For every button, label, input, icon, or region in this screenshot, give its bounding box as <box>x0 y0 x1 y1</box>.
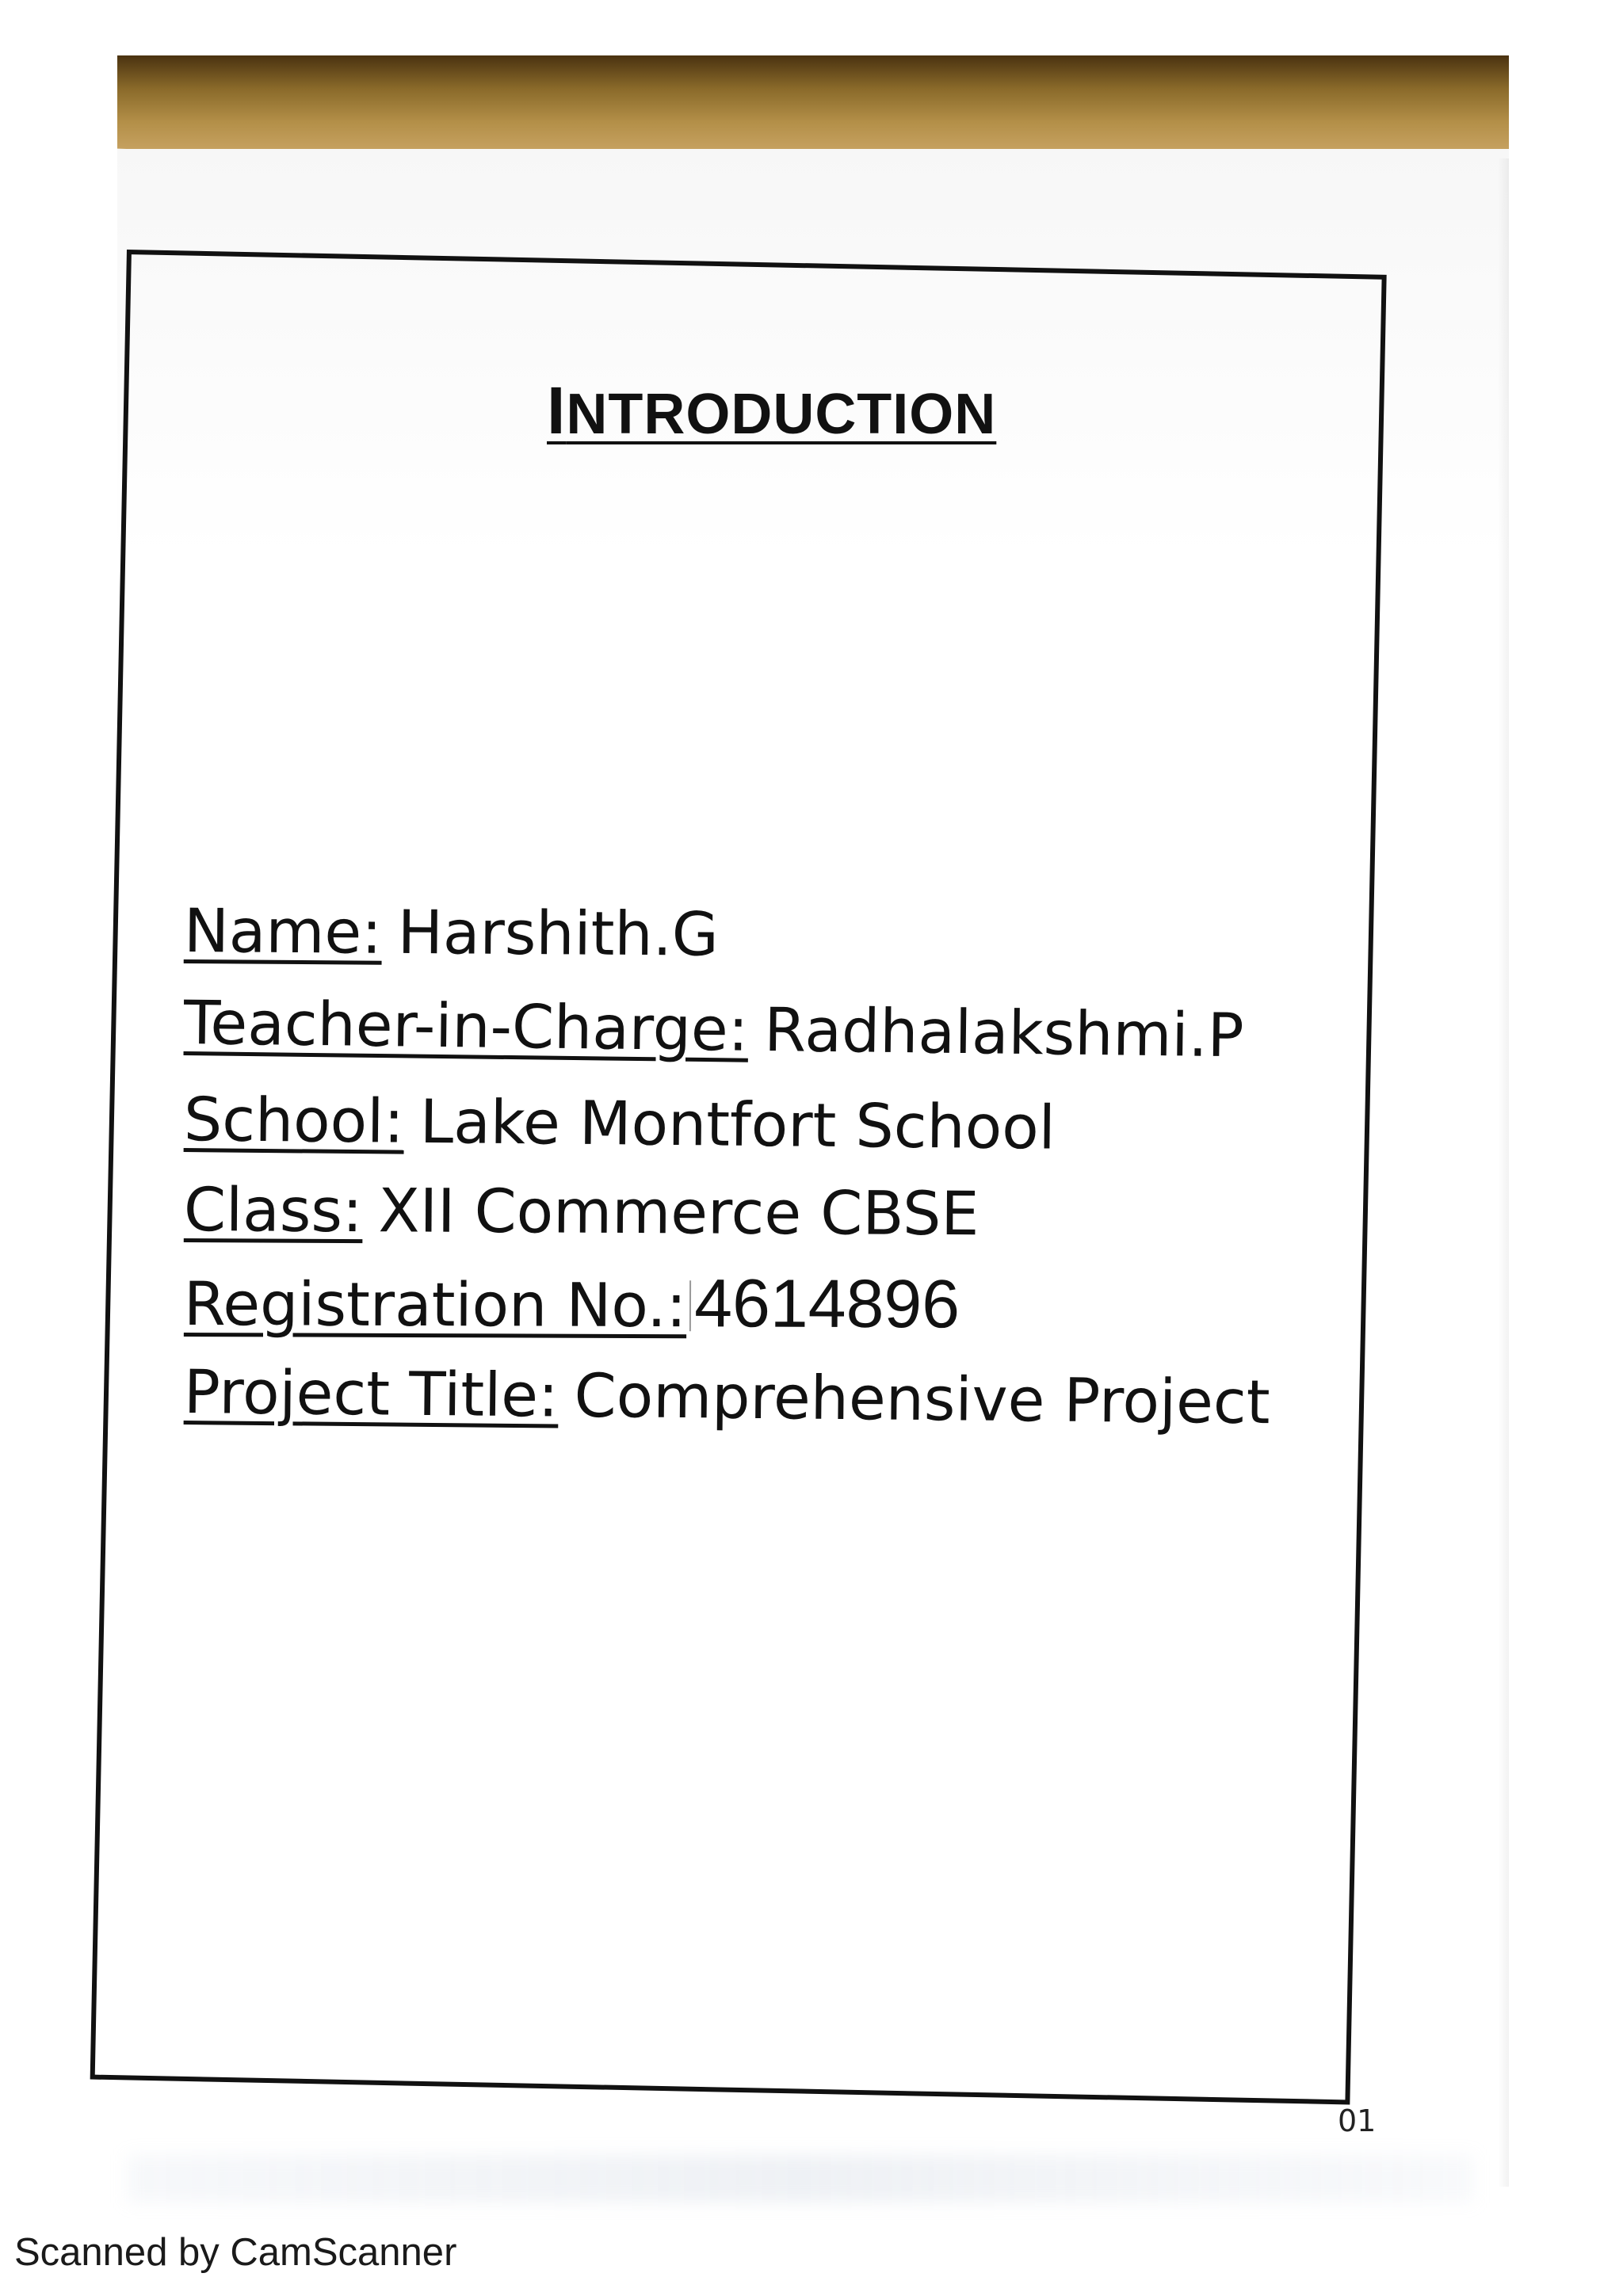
field-class-label: Class: <box>183 1174 363 1246</box>
text-cursor-mark <box>689 1280 691 1331</box>
field-project-title-value: Comprehensive Project <box>574 1360 1270 1438</box>
field-teacher <box>183 987 1244 1070</box>
field-school-value: Lake Montfort School <box>419 1085 1056 1163</box>
field-registration <box>184 1263 960 1344</box>
field-name <box>184 895 719 970</box>
field-school <box>184 1084 1056 1163</box>
field-class-value: XII Commerce CBSE <box>378 1175 980 1249</box>
field-school-label: School: <box>183 1084 405 1157</box>
field-class <box>184 1174 980 1249</box>
scanner-watermark: Scanned by CamScanner <box>14 2231 457 2274</box>
field-teacher-value: Radhalakshmi.P <box>763 994 1245 1071</box>
field-project-title <box>184 1356 1270 1437</box>
page-title-initial: I <box>547 373 567 448</box>
field-registration-value: 4614896 <box>694 1265 960 1343</box>
field-registration-label: Registration No.: <box>183 1268 687 1341</box>
field-project-title-label: Project Title: <box>183 1356 559 1431</box>
field-teacher-label: Teacher-in-Charge: <box>183 987 749 1065</box>
field-name-value: Harshith.G <box>397 896 719 970</box>
paper-edge-shadow <box>1498 158 1509 2187</box>
field-name-label: Name: <box>183 895 383 967</box>
page-number: 01 <box>1338 2103 1377 2138</box>
page-title-rest: NTRODUCTION <box>566 383 997 446</box>
page-title <box>547 372 996 449</box>
bottom-smudge <box>127 2155 1474 2203</box>
